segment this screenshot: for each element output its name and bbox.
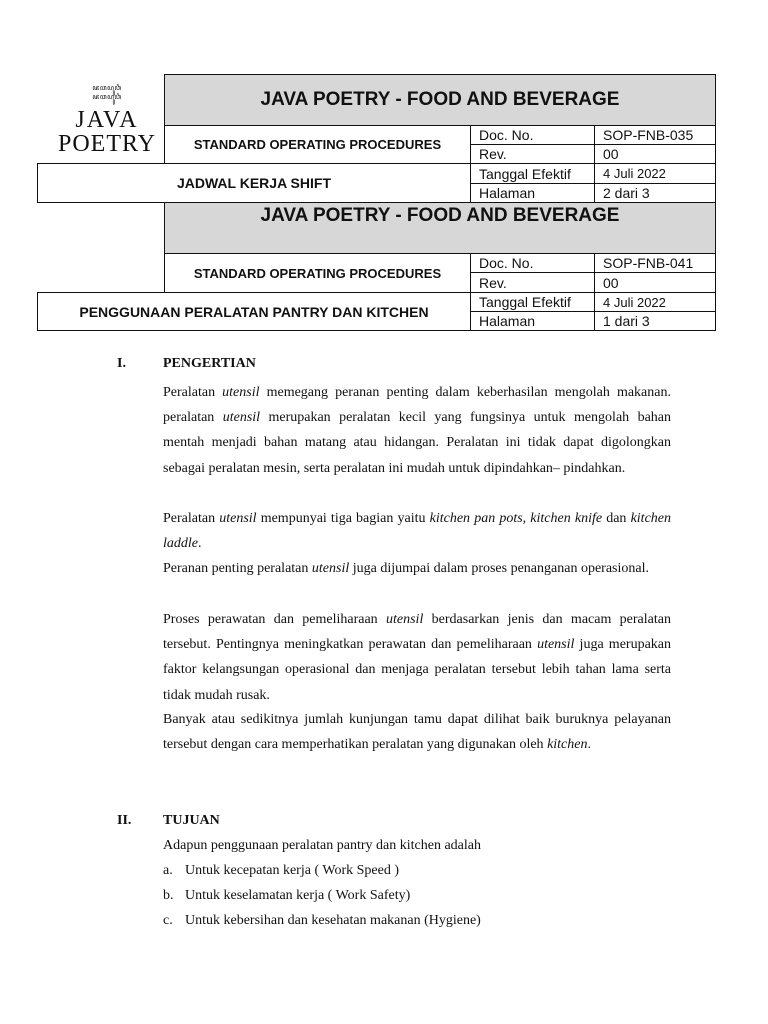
logo-word-java: JAVA [75,107,139,133]
text-run: Banyak atau sedikitnya jumlah kunjungan tamu dapat dilihat baik buruknya pelayanan tersebut dengan cara memperhatikan peralatan yang digunakan oleh [163,712,671,753]
header-1-label-rev: Rev. [470,144,595,164]
text-run: . [198,536,202,552]
text-run: juga dijumpai dalam proses penanganan operasional. [349,561,649,576]
header-1-label-doc-no: Doc. No. [470,125,595,145]
section-1-paragraph-1 [163,380,671,481]
italic-term: kitchen pan pots, kitchen knife [429,511,603,526]
italic-term: utensil [311,561,350,576]
list-item-marker: c. [163,913,173,928]
italic-term: kitchen [547,737,588,753]
section-1-paragraph-5 [163,707,671,757]
header-1-title: JAVA POETRY - FOOD AND BEVERAGE [164,74,716,126]
text-run: Peralatan [163,511,220,526]
italic-term: utensil [222,385,260,400]
text-run: berdasarkan jenis dan macam peralatan tersebut. Pentingnya meningkatkan perawatan dan pemeliharaan [163,612,671,653]
header-2-doc-title: PENGGUNAAN PERALATAN PANTRY DAN KITCHEN [37,292,471,331]
logo-word-poetry: POETRY [57,131,156,157]
text-run: Peralatan [163,385,223,400]
list-item-text: Untuk kecepatan kerja ( Work Speed ) [185,863,399,878]
list-item [163,888,410,904]
header-2-value-halaman: 1 dari 3 [594,311,716,331]
logo-script-line-2: ꦗꦮꦥꦸꦮꦶ [92,93,122,101]
text-run: merupakan peralatan kecil yang fungsinya untuk mengolah bahan mentah menjadi bahan matang atau hidangan. Peralatan ini tidak dapat digolongkan sebagai peralatan mesin, serta peralatan ini mudah untuk dipindahkan– pindahkan. [163,410,672,476]
header-2-label-halaman: Halaman [470,311,595,331]
list-item-marker: b. [163,888,174,903]
header-2-label-rev: Rev. [470,272,595,293]
italic-term: utensil [386,612,424,627]
italic-term: kitchen laddle [163,511,671,552]
header-1-sop-label: STANDARD OPERATING PROCEDURES [164,125,471,164]
italic-term: utensil [222,410,261,426]
header-1-value-doc-no: SOP-FNB-035 [594,125,716,145]
section-1-paragraph-2 [163,506,671,556]
list-item-marker: a. [163,863,173,878]
logo-script-line-1: ꦗꦮꦥꦸꦮꦶ [92,84,122,92]
header-2-label-tanggal: Tanggal Efektif [470,292,595,312]
list-item-text: Untuk kebersihan dan kesehatan makanan (Hygiene) [185,913,481,928]
section-2-title: TUJUAN [163,813,220,828]
italic-term: utensil [537,637,575,653]
section-1-paragraph-3 [163,556,671,581]
section-2-number: II. [117,813,132,828]
list-item [163,913,481,929]
header-1-value-tanggal: 4 Juli 2022 [594,163,716,184]
header-2-value-tanggal: 4 Juli 2022 [594,292,716,312]
section-1-title: PENGERTIAN [163,356,256,371]
section-2-intro: Adapun penggunaan peralatan pantry dan kitchen adalah [163,838,481,853]
header-2-sop-label: STANDARD OPERATING PROCEDURES [164,253,471,293]
header-1-label-tanggal: Tanggal Efektif [470,163,595,184]
header-1-value-halaman: 2 dari 3 [594,183,716,203]
header-2-title: JAVA POETRY - FOOD AND BEVERAGE [164,202,716,254]
section-1-paragraph-4 [163,607,671,708]
header-1-doc-title: JADWAL KERJA SHIFT [37,163,471,203]
text-run: juga merupakan faktor kelangsungan operasional dan menjaga peralatan tersebut lebih tahan lama serta tidak mudah rusak. [163,637,671,703]
italic-term: utensil [219,511,257,526]
text-run: memegang peranan penting dalam keberhasilan mengolah makanan. peralatan [163,385,671,426]
text-run: Proses perawatan dan pemeliharaan [163,612,386,627]
text-run: dan [602,511,631,526]
list-item [163,863,399,879]
text-run: Peranan penting peralatan [163,561,312,576]
java-poetry-logo [52,84,162,164]
header-2-value-doc-no: SOP-FNB-041 [594,253,716,273]
header-2-label-doc-no: Doc. No. [470,253,595,273]
list-item-text: Untuk keselamatan kerja ( Work Safety) [185,888,411,903]
text-run: . [587,737,591,753]
text-run: mempunyai tiga bagian yaitu [256,511,430,526]
header-2-value-rev: 00 [594,272,716,293]
header-1-value-rev: 00 [594,144,716,164]
header-1-label-halaman: Halaman [470,183,595,203]
section-1-number: I. [117,356,126,371]
